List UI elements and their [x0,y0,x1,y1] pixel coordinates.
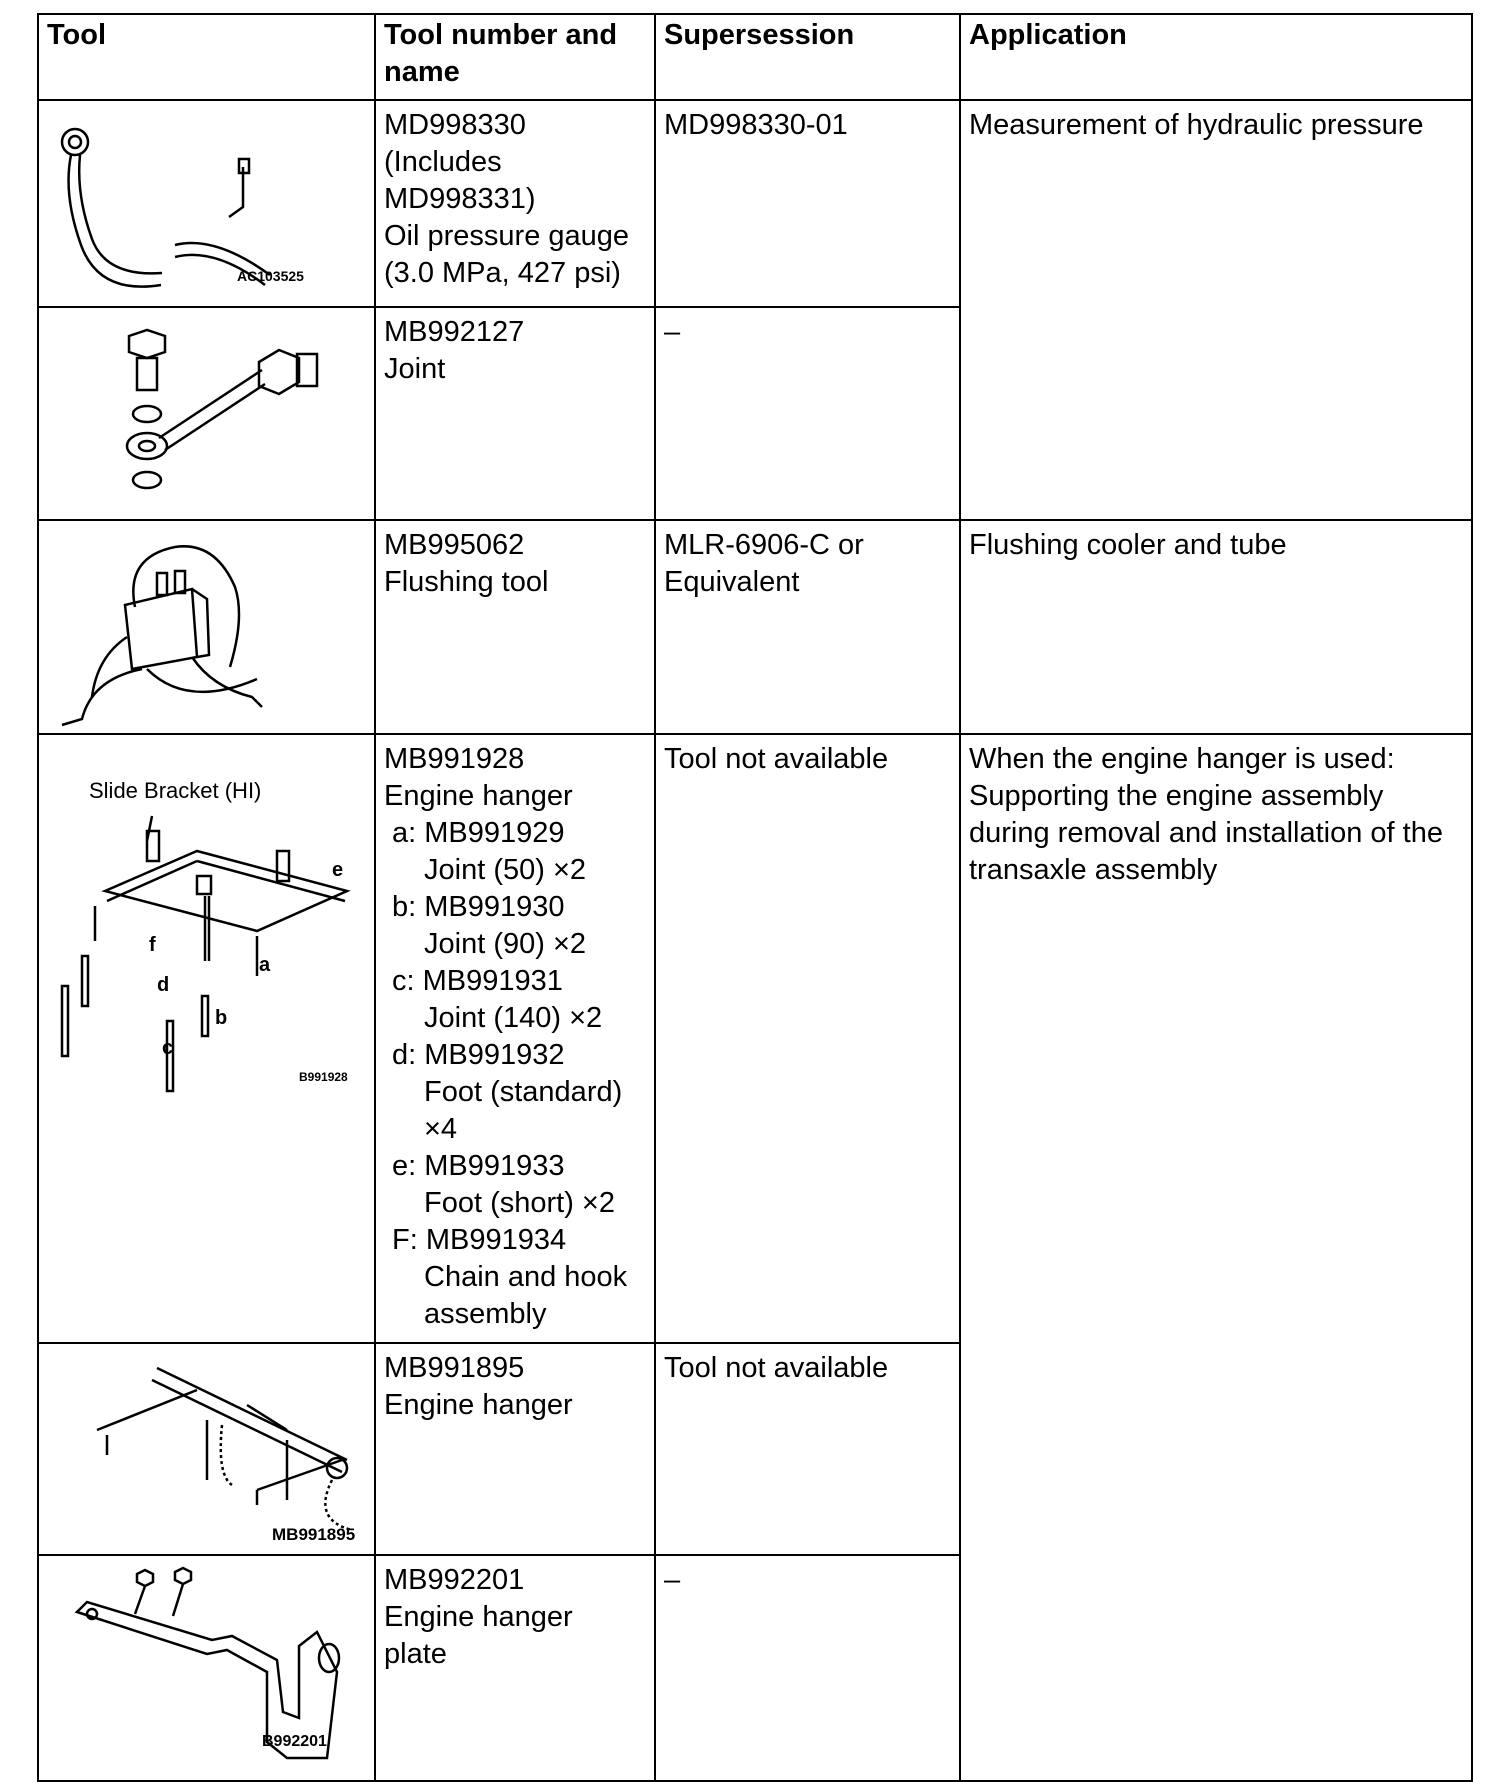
supersession-line: MLR-6906-C or [664,529,864,561]
tool-spec: (3.0 MPa, 427 psi) [384,257,621,289]
supersession-cell [655,520,960,734]
tool-number: MB992201 [384,1564,525,1596]
figure-label: MB991895 [272,1525,356,1544]
part-item-e [384,1148,646,1222]
tool-number-cell [375,1555,655,1781]
figure-label: B992201 [262,1733,327,1750]
tool-number-cell [375,1343,655,1555]
tool-image-cell [38,1555,375,1781]
part-number: MB991932 [424,1039,565,1071]
part-number: MB991934 [425,1224,567,1256]
supersession-cell: – [655,307,960,520]
figure-label: B991928 [299,1070,348,1084]
tool-name: Joint [384,353,446,385]
part-desc: Joint (140) ×2 [424,1002,603,1034]
tool-image-cell [38,734,375,1343]
application-cell: Measurement of hydraulic pressure [960,100,1472,520]
supersession-cell: Tool not available [655,734,960,1343]
tool-number: MD998330 [384,109,526,141]
part-number: MB991933 [424,1150,565,1182]
tool-name: Flushing tool [384,566,549,598]
tool-number-cell [375,307,655,520]
tool-name-cont: plate [384,1638,447,1670]
flushing-tool-illustration [47,527,382,733]
tool-image-cell [38,100,375,307]
part-item-c [384,963,646,1037]
part-desc: Joint (90) ×2 [424,928,587,960]
part-desc: assembly [424,1298,547,1330]
engine-hanger-illustration [47,1350,382,1554]
tool-name: Engine hanger [384,1601,573,1633]
part-label-b: b [215,1007,228,1029]
part-item-f [384,1222,646,1333]
part-item-d [384,1037,646,1148]
tool-includes: (Includes [384,146,502,178]
tool-name: Engine hanger [384,780,573,812]
part-label-e: e [332,859,344,881]
part-id: e: [392,1150,417,1182]
table-row [38,734,1472,1343]
figure-label: AC103525 [237,268,304,284]
engine-hanger-kit-illustration [47,741,382,1342]
tool-includes-number: MD998331) [384,183,536,215]
part-label-c: c [162,1037,174,1059]
header-tool: Tool [38,14,375,100]
part-desc: ×4 [424,1113,458,1145]
part-id: a: [392,817,417,849]
tool-image-cell [38,307,375,520]
header-application: Application [960,14,1472,100]
part-desc: Joint (50) ×2 [424,854,587,886]
part-desc: Foot (short) ×2 [424,1187,615,1219]
table-row [38,520,1472,734]
supersession-cell: – [655,1555,960,1781]
part-id: d: [392,1039,417,1071]
part-number: MB991931 [422,965,563,997]
part-desc: Chain and hook [424,1261,628,1293]
joint-illustration [47,314,382,519]
part-id: F: [392,1224,418,1256]
part-item-b [384,889,646,963]
tool-image-cell [38,1343,375,1555]
tool-number-cell [375,520,655,734]
figure-title: Slide Bracket (HI) [89,778,262,803]
application-cell: When the engine hanger is used: Supporting the engine assembly during removal and installation of the transaxle assembly [960,734,1472,1781]
tool-name: Engine hanger [384,1389,573,1421]
supersession-cell: MD998330-01 [655,100,960,307]
application-cell: Flushing cooler and tube [960,520,1472,734]
header-row [38,14,1472,100]
supersession-cell: Tool not available [655,1343,960,1555]
tool-number-cell [375,734,655,1343]
part-label-f: f [149,934,156,956]
tool-number: MB992127 [384,316,525,348]
part-id: b: [392,891,417,923]
tool-number: MB995062 [384,529,525,561]
part-number: MB991929 [424,817,565,849]
tool-number-cell [375,100,655,307]
part-label-a: a [259,954,271,976]
part-id: c: [392,965,415,997]
part-desc: Foot (standard) [424,1076,623,1108]
part-label-d: d [157,974,170,996]
oil-pressure-gauge-illustration [47,107,382,306]
special-tools-table [37,13,1473,1782]
tool-number: MB991895 [384,1352,525,1384]
supersession-line: Equivalent [664,566,800,598]
table-row [38,100,1472,307]
part-item-a [384,815,646,889]
tool-image-cell [38,520,375,734]
engine-hanger-plate-illustration [47,1562,382,1780]
tool-number: MB991928 [384,743,525,775]
part-number: MB991930 [424,891,565,923]
header-supersession: Supersession [655,14,960,100]
tool-name: Oil pressure gauge [384,220,630,252]
header-tool-number: Tool number and name [375,14,655,100]
